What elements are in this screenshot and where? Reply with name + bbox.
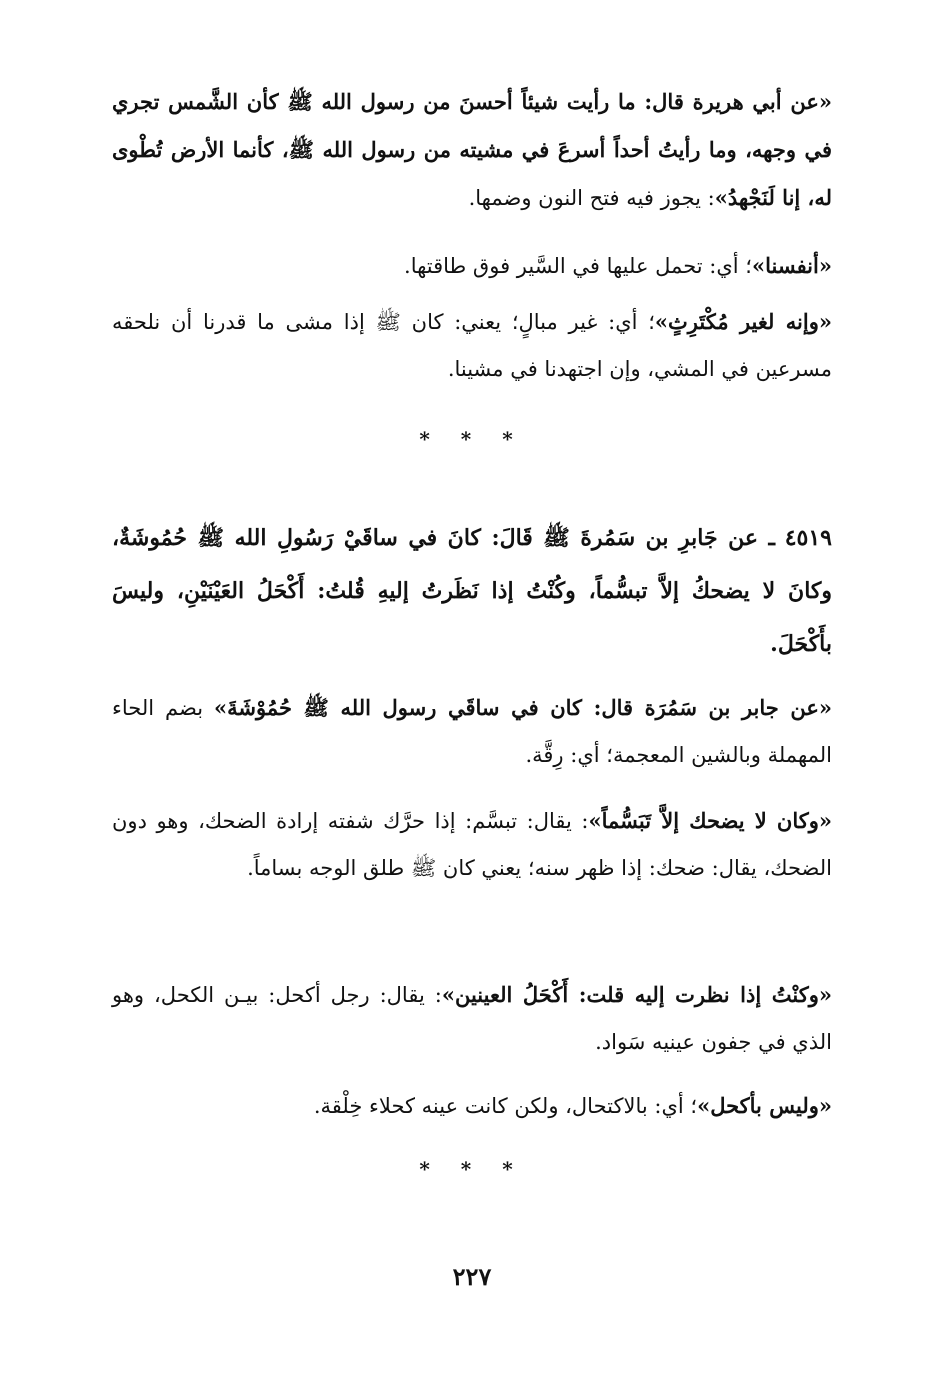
explanation-text: : يقال: تبسَّم: إذا حرَّك شفته إرادة الضحك، وهو دون الضحك، يقال: ضحك: إذا ظهر سنه؛ يعني كان ﷺ طلق الوجه بساماً.: [112, 809, 832, 880]
explanation-text: : يقال: رجل أكحل: بيـن الكحل، وهو الذي في جفون عينيه سَواد.: [112, 983, 832, 1054]
page-number: ٢٢٧: [452, 1262, 492, 1291]
quoted-text: «عن أبي هريرة قال: ما رأيت شيئاً أحسنَ من رسول الله ﷺ كأن الشَّمس تجري في وجهه، وما رأيتُ أحداً أسرعَ في مشيته من رسول الله ﷺ، كأنما الأرض تُطْوى له، إنا لَنَجْهدُ»: [112, 89, 832, 210]
commentary-paragraph: [112, 242, 832, 290]
section-divider: * * *: [419, 427, 525, 451]
hadith-body: ـ عن جَابرِ بن سَمُرةَ ﷺ قَالَ: كانَ في ساقَيْ رَسُولِ الله ﷺ حُمُوشَةٌ، وكانَ لا يضحكُ إلاَّ تبسُّماً، وكُنْتُ إذا نَظَرتُ إليهِ قُلتُ: أَكْحَلُ العَيْنَيْنِ، وليسَ بأَكْحَلَ.: [112, 525, 832, 657]
hadith-text: [112, 512, 832, 671]
explanation-text: ؛ أي: تحمل عليها في السَّير فوق طاقتها.: [404, 254, 752, 278]
hadith-number: ٤٥١٩: [784, 525, 832, 551]
explanation-text: ؛ أي: بالاكتحال، ولكن كانت عينه كحلاء خِلْقة.: [313, 1094, 698, 1118]
quoted-text: «وكان لا يضحك إلاَّ تَبَسُّماً»: [588, 808, 832, 833]
quoted-text: «وكنْتُ إذا نظرت إليه قلت: أَكْحَلُ العينين»: [441, 982, 832, 1007]
quoted-text: «وإنه لغير مُكْتَرِثٍ»: [654, 309, 832, 334]
explanation-text: : يجوز فيه فتح النون وضمها.: [468, 186, 715, 210]
explanation-text: بضم الحاء المهملة وبالشين المعجمة؛ أي: رِقَّة.: [112, 696, 832, 767]
quoted-text: «وليس بأكحل»: [697, 1093, 832, 1118]
commentary-paragraph: [112, 298, 832, 393]
commentary-paragraph: [112, 971, 832, 1066]
section-divider: * * *: [419, 1157, 525, 1181]
commentary-paragraph: [112, 1082, 832, 1130]
explanation-text: ؛ أي: غير مبالٍ؛ يعني: كان ﷺ إذا مشى ما قدرنا أن نلحقه مسرعين في المشي، وإن اجتهدنا في مشينا.: [112, 310, 832, 381]
quoted-text: «أنفسنا»: [751, 253, 832, 278]
commentary-paragraph: [112, 797, 832, 892]
commentary-paragraph: [112, 684, 832, 779]
quoted-text: «عن جابر بن سَمُرَة قال: كان في ساقَي رسول الله ﷺ حُمُوْشَةَ»: [214, 695, 832, 720]
commentary-paragraph: [112, 78, 832, 222]
